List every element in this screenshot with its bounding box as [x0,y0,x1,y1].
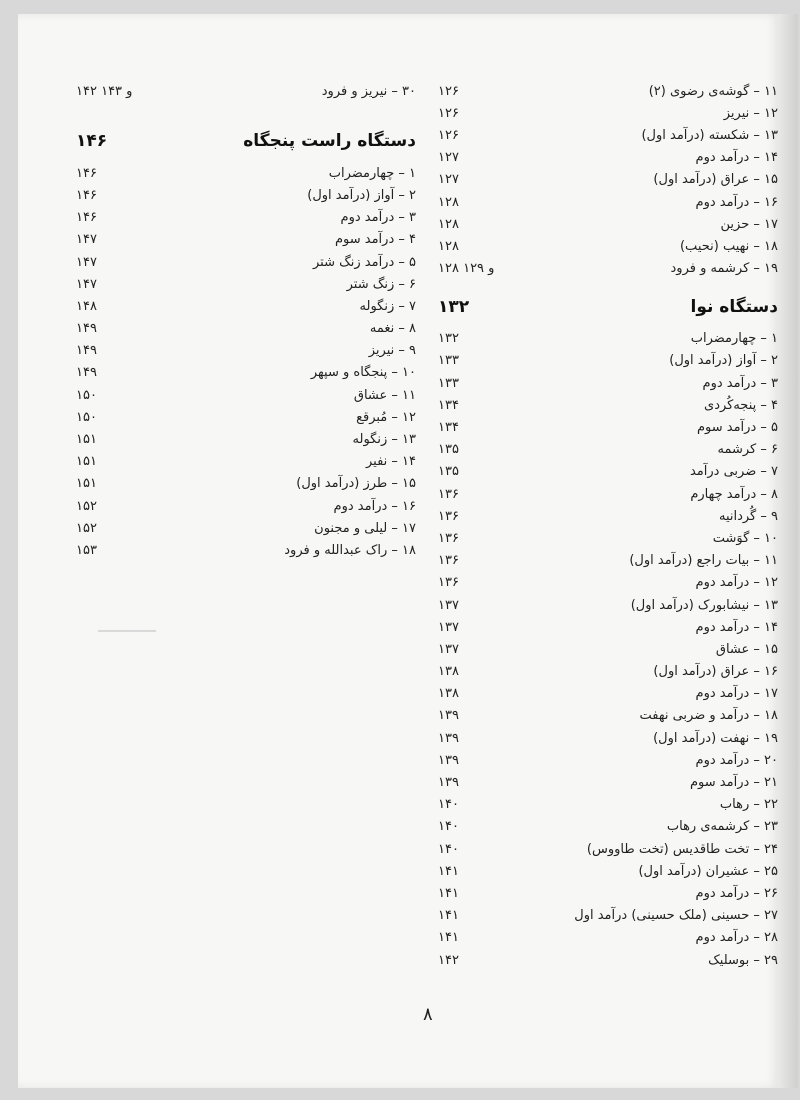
toc-entry-title: ۲ – آواز (درآمد اول) [307,187,416,203]
toc-entry-page: ۱۵۰ [76,409,97,425]
toc-entry-title: ۱۴ – درآمد دوم [695,619,778,635]
toc-entry-title: ۹ – نیریز [368,343,416,359]
toc-entry-page: ۱۳۵ [438,464,459,480]
section-page: ۱۳۲ [438,296,470,317]
toc-entry-page: ۱۴۰ [438,797,459,813]
toc-entry [438,394,778,416]
toc-entry [438,102,778,124]
toc-entry [76,295,416,317]
toc-entry [438,147,778,169]
page-number: ۸ [423,1004,433,1025]
toc-entry-title: ۷ – زنگوله [359,298,416,314]
toc-entry-page: ۱۵۱ [76,454,97,470]
toc-entry [76,251,416,273]
toc-entry [438,683,778,705]
toc-entry-page: ۱۳۳ [438,353,459,369]
toc-entry-page: ۱۳۹ [438,708,459,724]
toc-entry-title: ۱۸ – نهیب (نحیب) [679,238,778,254]
toc-entry-page: ۱۴۹ [76,343,97,359]
toc-entry [76,162,416,184]
toc-entry-page: ۱۳۴ [438,420,459,436]
toc-entry-title: ۲۳ – کرشمه‌ی رهاب [666,819,778,835]
toc-entry-page: ۱۴۱ [438,885,459,901]
toc-entry [76,451,416,473]
toc-entry [438,860,778,882]
toc-entry [438,505,778,527]
toc-entry-page: ۱۳۷ [438,597,459,613]
toc-entry-page: ۱۳۶ [438,553,459,569]
toc-entry [438,572,778,594]
toc-entry-title: ۱۷ – لیلی و مجنون [314,520,416,536]
toc-entry-page: ۱۳۴ [438,397,459,413]
toc-entry [438,235,778,257]
toc-entry-page: ۱۴۹ [76,321,97,337]
toc-entry-title: ۱ – چهارمضراب [690,331,778,347]
toc-entry-title: ۱۹ – نهفت (درآمد اول) [653,730,778,746]
toc-entry-title: ۲۶ – درآمد دوم [695,885,778,901]
toc-entry-page: ۱۴۷ [76,254,97,270]
toc-entry-page: ۱۲۶ [438,105,459,121]
toc-entry [438,638,778,660]
toc-entry-page: ۱۵۲ [76,498,97,514]
toc-entry [438,616,778,638]
toc-entry [438,350,778,372]
toc-entry-title: ۸ – نغمه [369,321,416,337]
toc-entry-page: ۱۴۱ [438,930,459,946]
toc-entry-title: ۱۳ – شکسته (درآمد اول) [641,127,778,143]
toc-entry-title: ۱۲ – درآمد دوم [695,575,778,591]
toc-entry-page: ۱۵۳ [76,542,97,558]
toc-entry [76,473,416,495]
toc-entry-page: ۱۴۰ [438,841,459,857]
toc-entry-page: ۱۴۹ [76,365,97,381]
toc-entry [438,372,778,394]
toc-entry-title: ۱۱ – گوشه‌ی رضوی (۲) [648,83,778,99]
toc-entry-page: ۱۳۹ [438,730,459,746]
toc-entry-title: ۱۵ – طرز (درآمد اول) [296,476,416,492]
toc-entry-page: ۱۳۵ [438,442,459,458]
toc-entry [76,428,416,450]
toc-entry-page: ۱۴۶ [76,210,97,226]
toc-entry-page: ۱۳۶ [438,575,459,591]
toc-entry-title: ۲ – آواز (درآمد اول) [669,353,778,369]
toc-entry [438,816,778,838]
toc-entry-title: ۱۹ – کرشمه و فرود [670,261,778,277]
toc-entry-page: ۱۳۶ [438,486,459,502]
toc-entry [76,318,416,340]
toc-entry-title: ۱۱ – بیات راجع (درآمد اول) [629,553,778,569]
toc-entry [76,539,416,561]
toc-entry-title: ۱۷ – درآمد دوم [695,686,778,702]
toc-entry-title: ۱۴ – درآمد دوم [695,150,778,166]
toc-entry-title: ۱۶ – درآمد دوم [695,194,778,210]
toc-entry [438,594,778,616]
toc-entry-page: ۱۴۲ [438,952,459,968]
toc-entry-title: ۳ – درآمد دوم [702,375,778,391]
toc-entry-title: ۱۱ – عشاق [353,387,416,403]
toc-entry [76,229,416,251]
toc-entry-page: ۱۳۶ [438,530,459,546]
toc-entry-title: ۵ – درآمد سوم [696,420,778,436]
toc-entry [438,213,778,235]
toc-entry [438,124,778,146]
toc-entry [76,340,416,362]
toc-entry-page: ۱۵۱ [76,476,97,492]
toc-entry [438,483,778,505]
bleed-through-text: ‏‏‏━━━━━━━━ [98,624,156,638]
toc-entry-title: ۱۸ – راک عبدالله و فرود [284,542,416,558]
toc-entry [438,80,778,102]
toc-entry-page: ۱۴۷ [76,232,97,248]
toc-entry [76,362,416,384]
toc-entry [438,838,778,860]
toc-entry-page: ۱۴۱ [438,863,459,879]
toc-entry-title: ۴ – درآمد سوم [334,232,416,248]
toc-entry [76,406,416,428]
toc-entry-page: ۱۲۸ [438,238,459,254]
toc-entry-title: ۱ – چهارمضراب [328,165,416,181]
toc-entry [76,207,416,229]
toc-entry [438,439,778,461]
toc-entry-title: ۷ – ضربی درآمد [689,464,778,480]
toc-entry [76,517,416,539]
toc-entry-page: ۱۳۷ [438,619,459,635]
toc-entry-page: ۱۳۶ [438,508,459,524]
toc-entry-page: ۱۲۸ [438,216,459,232]
toc-entry-title: ۳۰ – نیریز و فرود [321,83,416,99]
toc-entry-title: ۱۵ – عراق (درآمد اول) [653,172,778,188]
toc-entry-page: ۱۲۷ [438,172,459,188]
toc-entry-page: ۱۴۲ و ۱۴۳ [76,83,133,99]
toc-entry [76,273,416,295]
toc-entry-page: ۱۴۶ [76,187,97,203]
toc-entry-page: ۱۲۶ [438,83,459,99]
toc-entry-page: ۱۴۰ [438,819,459,835]
toc-entry-title: ۱۵ – عشاق [715,641,778,657]
toc-entry-page: ۱۳۹ [438,752,459,768]
toc-entry [438,328,778,350]
toc-entry-title: ۶ – کرشمه [717,442,778,458]
toc-entry [438,727,778,749]
section-title: دستگاه راست پنجگاه [243,131,416,152]
toc-entry [438,949,778,971]
toc-entry [76,384,416,406]
toc-entry-title: ۱۲ – مُبرقع [356,409,416,425]
toc-entry-title: ۵ – درآمد زنگ شتر [313,254,416,270]
toc-entry-title: ۱۸ – درآمد و ضربی نهفت [639,708,778,724]
toc-entry [438,461,778,483]
page-edge-shadow [778,14,798,1088]
toc-entry-title: ۱۳ – زنگوله [352,432,416,448]
toc-entry [438,169,778,191]
toc-entry [438,258,778,280]
toc-entry-page: ۱۳۳ [438,375,459,391]
toc-entry-title: ۱۳ – نیشابورک (درآمد اول) [630,597,778,613]
toc-entry [438,191,778,213]
toc-entry-page: ۱۳۲ [438,331,459,347]
toc-entry [76,80,416,102]
toc-entry-title: ۲۷ – حسینی (ملک حسینی) درآمد اول [574,908,778,924]
toc-entry-title: ۲۲ – رهاب [719,797,778,813]
toc-entry-title: ۳ – درآمد دوم [340,210,416,226]
toc-entry-page: ۱۲۸ [438,194,459,210]
toc-entry-title: ۱۴ – نفیر [365,454,416,470]
toc-entry [76,495,416,517]
toc-entry-title: ۹ – گُردانیه [718,508,778,524]
toc-entry-page: ۱۵۱ [76,432,97,448]
toc-entry [438,661,778,683]
section-heading-rast-panjgah [76,126,416,156]
toc-entry-page: ۱۴۶ [76,165,97,181]
toc-entry-title: ۲۴ – تخت طاقدیس (تخت طاووس) [586,841,778,857]
book-page [18,14,780,1088]
toc-entry-page: ۱۳۷ [438,641,459,657]
toc-entry [438,771,778,793]
toc-entry-page: ۱۴۱ [438,908,459,924]
toc-entry-page: ۱۵۰ [76,387,97,403]
section-page: ۱۴۶ [76,131,108,152]
toc-entry [438,550,778,572]
toc-entry [438,905,778,927]
toc-entry [76,184,416,206]
toc-entry-title: ۲۱ – درآمد سوم [690,775,778,791]
toc-entry-page: ۱۳۹ [438,775,459,791]
toc-entry-title: ۲۵ – عشیران (درآمد اول) [638,863,778,879]
toc-entry-page: ۱۲۸ و ۱۲۹ [438,261,495,277]
toc-right-column [438,80,778,971]
toc-entry-title: ۱۶ – درآمد دوم [333,498,416,514]
toc-entry-title: ۲۰ – درآمد دوم [695,752,778,768]
toc-entry-page: ۱۵۲ [76,520,97,536]
toc-entry-title: ۱۲ – نیریز [723,105,778,121]
toc-entry-title: ۴ – پنجه‌کُردی [704,397,778,413]
section-title: دستگاه نوا [690,296,778,317]
toc-entry [438,794,778,816]
toc-entry [438,416,778,438]
toc-entry-page: ۱۴۸ [76,298,97,314]
toc-entry-page: ۱۳۸ [438,664,459,680]
toc-entry-title: ۲۸ – درآمد دوم [695,930,778,946]
toc-entry [438,705,778,727]
toc-entry-page: ۱۲۷ [438,150,459,166]
toc-entry-title: ۲۹ – بوسلیک [708,952,778,968]
toc-entry [438,527,778,549]
toc-entry-title: ۱۶ – عراق (درآمد اول) [653,664,778,680]
toc-entry [438,749,778,771]
toc-entry-title: ۱۰ – گوَشت [712,530,778,546]
toc-entry-page: ۱۳۸ [438,686,459,702]
section-heading-nava [438,292,778,322]
toc-left-column [76,80,416,562]
toc-entry [438,927,778,949]
toc-entry-title: ۸ – درآمد چهارم [690,486,778,502]
toc-entry-page: ۱۴۷ [76,276,97,292]
toc-entry-page: ۱۲۶ [438,127,459,143]
toc-entry [438,882,778,904]
toc-entry-title: ۱۷ – حزین [720,216,778,232]
toc-entry-title: ۱۰ – پنجگاه و سپهر [310,365,416,381]
toc-entry-title: ۶ – زنگ شتر [346,276,416,292]
